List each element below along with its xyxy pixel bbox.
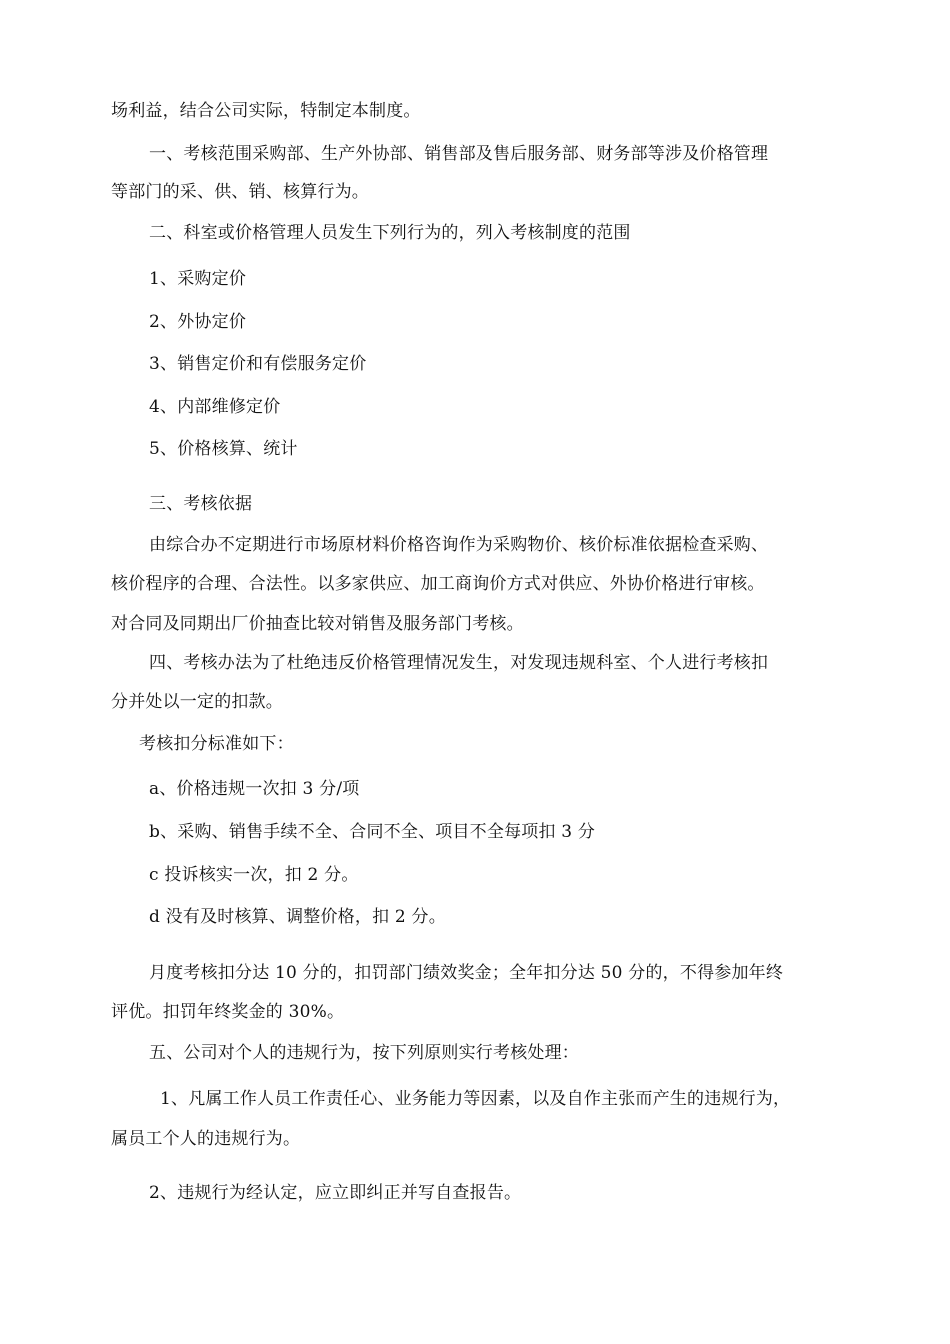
list-item: d 没有及时核算、调整价格，扣 2 分。: [149, 907, 446, 927]
paragraph-line: 月度考核扣分达 10 分的，扣罚部门绩效奖金；全年扣分达 50 分的，不得参加年终: [149, 963, 784, 983]
section-heading-individual: 五、公司对个人的违规行为，按下列原则实行考核处理：: [149, 1043, 579, 1063]
list-item: 2、违规行为经认定，应立即纠正并写自查报告。: [149, 1183, 522, 1203]
paragraph-line: 由综合办不定期进行市场原材料价格咨询作为采购物价、核价标准依据检查采购、: [149, 535, 769, 555]
section-heading-basis: 三、考核依据: [149, 494, 253, 514]
subheading-deduction-standard: 考核扣分标准如下：: [139, 734, 294, 754]
paragraph-line: 分并处以一定的扣款。: [111, 692, 283, 712]
paragraph-line: 对合同及同期出厂价抽查比较对销售及服务部门考核。: [111, 614, 524, 634]
list-item: 3、销售定价和有偿服务定价: [149, 354, 367, 374]
list-item: a、价格违规一次扣 3 分/项: [149, 779, 360, 799]
paragraph-line: 核价程序的合理、合法性。以多家供应、加工商询价方式对供应、外协价格进行审核。: [111, 574, 765, 594]
list-item: b、采购、销售手续不全、合同不全、项目不全每项扣 3 分: [149, 822, 596, 842]
paragraph-line: 场利益，结合公司实际，特制定本制度。: [111, 101, 421, 121]
paragraph-line: 评优。扣罚年终奖金的 30%。: [111, 1002, 345, 1022]
list-item: 4、内部维修定价: [149, 397, 281, 417]
paragraph-line: 等部门的采、供、销、核算行为。: [111, 182, 369, 202]
list-item: 1、采购定价: [149, 269, 247, 289]
list-item: 2、外协定价: [149, 312, 247, 332]
list-item: 1、凡属工作人员工作责任心、业务能力等因素，以及自作主张而产生的违规行为，: [160, 1089, 791, 1109]
list-item: c 投诉核实一次，扣 2 分。: [149, 865, 359, 885]
section-heading-scope: 一、考核范围采购部、生产外协部、销售部及售后服务部、财务部等涉及价格管理: [149, 144, 769, 164]
list-item: 5、价格核算、统计: [149, 439, 298, 459]
paragraph-line: 属员工个人的违规行为。: [111, 1129, 301, 1149]
section-heading-method: 四、考核办法为了杜绝违反价格管理情况发生，对发现违规科室、个人进行考核扣: [149, 653, 769, 673]
section-heading-behaviors: 二、科室或价格管理人员发生下列行为的，列入考核制度的范围: [149, 223, 631, 243]
